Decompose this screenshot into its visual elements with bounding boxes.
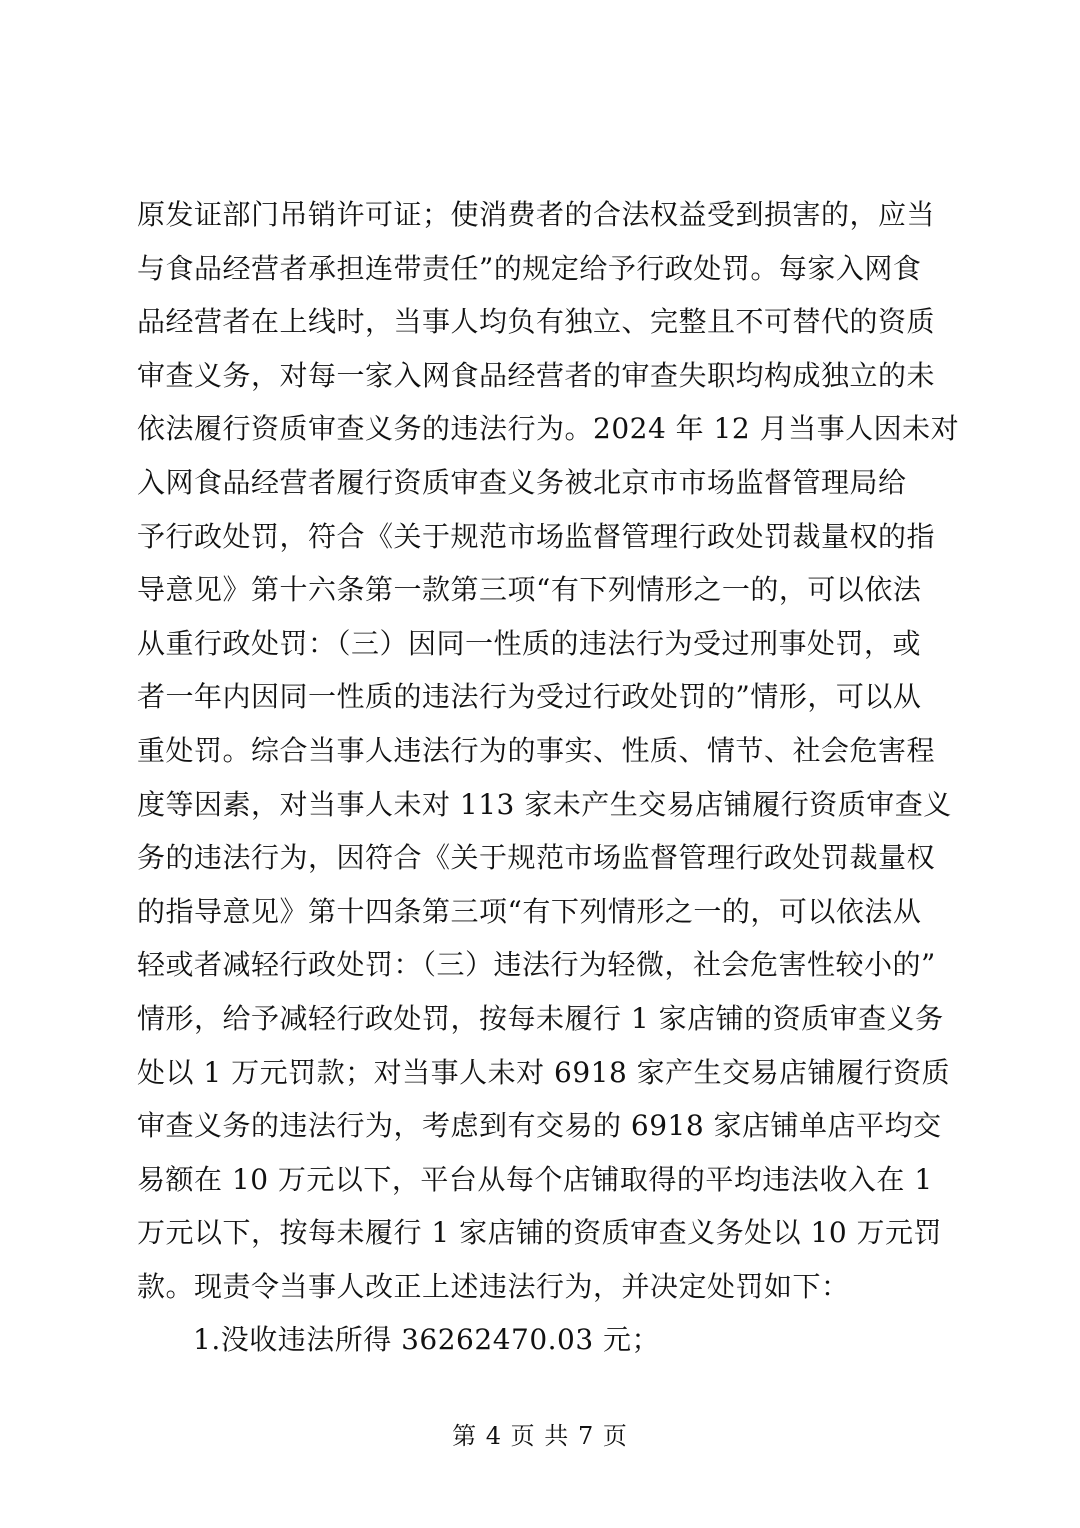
text-line-11: 重处罚。综合当事人违法行为的事实、性质、情节、社会危害程 <box>137 733 936 767</box>
text-line-8: 导意见》第十六条第一款第三项“有下列情形之一的，可以依法 <box>137 573 922 607</box>
text-line-18: 审查义务的违法行为，考虑到有交易的 6918 家店铺单店平均交 <box>137 1109 942 1143</box>
text-line-13: 务的违法行为，因符合《关于规范市场监督管理行政处罚裁量权 <box>137 841 936 875</box>
page-footer: 第 4 页 共 7 页 <box>452 1422 628 1450</box>
text-line-6: 入网食品经营者履行资质审查义务被北京市市场监督管理局给 <box>137 465 907 499</box>
text-line-1: 原发证部门吊销许可证；使消费者的合法权益受到损害的，应当 <box>137 198 936 231</box>
text-line-12: 度等因素，对当事人未对 113 家未产生交易店铺履行资质审查义 <box>137 787 952 821</box>
text-line-19: 易额在 10 万元以下，平台从每个店铺取得的平均违法收入在 1 <box>137 1162 933 1196</box>
text-line-10: 者一年内因同一性质的违法行为受过行政处罚的”情形，可以从 <box>137 680 922 714</box>
text-line-20: 万元以下，按每未履行 1 家店铺的资质审查义务处以 10 万元罚 <box>137 1216 943 1250</box>
text-line-21: 款。现责令当事人改正上述违法行为，并决定处罚如下： <box>137 1269 850 1303</box>
text-line-7: 予行政处罚，符合《关于规范市场监督管理行政处罚裁量权的指 <box>137 519 936 553</box>
text-line-4: 审查义务，对每一家入网食品经营者的审查失职均构成独立的未 <box>137 358 936 392</box>
text-line-5: 依法履行资质审查义务的违法行为。2024 年 12 月当事人因未对 <box>137 412 960 446</box>
text-line-14: 的指导意见》第十四条第三项“有下列情形之一的，可以依法从 <box>137 894 922 928</box>
text-line-17: 处以 1 万元罚款；对当事人未对 6918 家产生交易店铺履行资质 <box>137 1055 951 1089</box>
text-line-2: 与食品经营者承担连带责任”的规定给予行政处罚。每家入网食 <box>137 251 922 285</box>
text-line-9: 从重行政处罚：（三）因同一性质的违法行为受过刑事处罚，或 <box>137 626 922 660</box>
list-item-1: 1.没收违法所得 36262470.03 元； <box>193 1323 661 1357</box>
text-line-15: 轻或者减轻行政处罚：（三）违法行为轻微，社会危害性较小的” <box>137 948 936 982</box>
text-line-16: 情形，给予减轻行政处罚，按每未履行 1 家店铺的资质审查义务 <box>137 1001 944 1035</box>
body-text <box>137 188 960 1367</box>
text-line-3: 品经营者在上线时，当事人均负有独立、完整且不可替代的资质 <box>137 305 936 339</box>
